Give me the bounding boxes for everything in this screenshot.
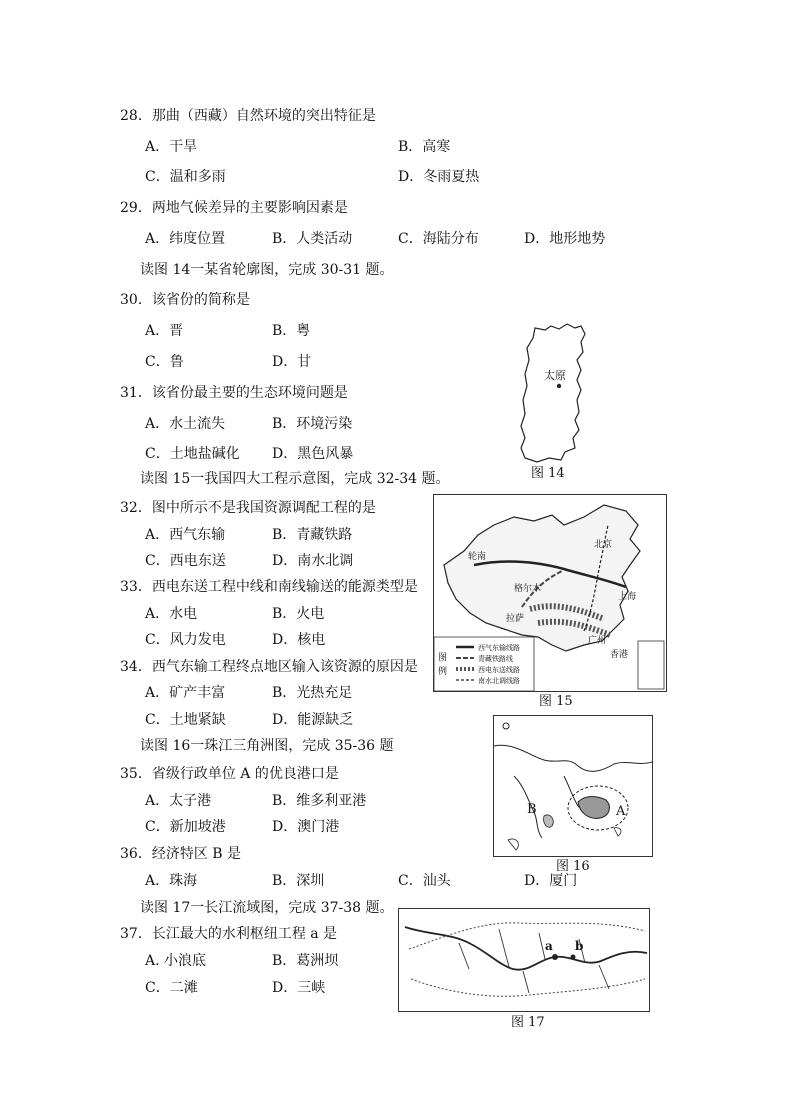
legend-rail: 青藏铁路线 bbox=[478, 655, 513, 663]
figure-14-province-outline-map bbox=[515, 320, 590, 465]
read-fig16-instruction: 读图 16一珠江三角洲图，完成 35-36 题 bbox=[140, 738, 394, 754]
q28-option-d[interactable]: D．冬雨夏热 bbox=[398, 169, 480, 185]
read-fig17-instruction: 读图 17一长江流域图，完成 37-38 题。 bbox=[140, 900, 394, 916]
q29-option-c[interactable]: C．海陆分布 bbox=[398, 231, 479, 247]
q33-option-c[interactable]: C．风力发电 bbox=[145, 632, 226, 648]
q31-option-d[interactable]: D．黑色风暴 bbox=[272, 446, 354, 462]
figure-16-caption: 图 16 bbox=[556, 859, 590, 874]
figure-15-four-projects-map bbox=[433, 494, 667, 692]
coastline-north bbox=[494, 745, 652, 771]
q36-option-c[interactable]: C．汕头 bbox=[398, 873, 451, 889]
q28-option-b[interactable]: B．高寒 bbox=[398, 139, 451, 155]
q32-stem: 32．图中所示不是我国资源调配工程的是 bbox=[120, 500, 376, 516]
q35-option-a[interactable]: A．太子港 bbox=[145, 793, 212, 809]
south-sea-inset bbox=[638, 641, 664, 689]
q32-option-a[interactable]: A．西气东输 bbox=[145, 527, 226, 543]
dam-a-marker bbox=[552, 954, 558, 960]
q29-option-b[interactable]: B．人类活动 bbox=[272, 231, 353, 247]
dam-b-marker bbox=[571, 955, 576, 960]
figure-17-caption: 图 17 bbox=[511, 1015, 545, 1030]
province-border bbox=[521, 324, 585, 462]
place-hongkong: 香港 bbox=[610, 650, 629, 660]
q35-stem: 35．省级行政单位 A 的优良港口是 bbox=[120, 766, 339, 782]
legend-gas: 西气东输线路 bbox=[478, 644, 520, 652]
q28-option-a[interactable]: A．干旱 bbox=[145, 139, 198, 155]
taiyuan-marker bbox=[557, 384, 561, 388]
q28-option-c[interactable]: C．温和多雨 bbox=[145, 169, 226, 185]
yangtze-main-river bbox=[405, 927, 647, 970]
q37-option-b[interactable]: B．葛洲坝 bbox=[272, 953, 339, 969]
q31-stem: 31．该省份最主要的生态环境问题是 bbox=[120, 385, 348, 401]
label-b: b bbox=[575, 939, 584, 953]
label-b: B bbox=[527, 802, 537, 817]
small-islands bbox=[508, 828, 621, 850]
label-a: A bbox=[616, 804, 626, 819]
q35-option-b[interactable]: B．维多利亚港 bbox=[272, 793, 367, 809]
q32-option-b[interactable]: B．青藏铁路 bbox=[272, 527, 353, 543]
q32-option-d[interactable]: D．南水北调 bbox=[272, 553, 354, 569]
compass-mark bbox=[503, 723, 509, 729]
q37-option-d[interactable]: D．三峡 bbox=[272, 980, 326, 996]
q34-option-b[interactable]: B．光热充足 bbox=[272, 685, 353, 701]
q35-option-c[interactable]: C．新加坡港 bbox=[145, 819, 226, 835]
q33-stem: 33．西电东送工程中线和南线输送的能源类型是 bbox=[120, 579, 418, 595]
q34-option-d[interactable]: D．能源缺乏 bbox=[272, 712, 354, 728]
figure-14-caption: 图 14 bbox=[531, 466, 565, 481]
q30-option-c[interactable]: C．鲁 bbox=[145, 354, 184, 370]
figure-16-pearl-river-delta-map bbox=[493, 715, 653, 857]
tributaries bbox=[459, 929, 609, 993]
q34-option-c[interactable]: C．土地紧缺 bbox=[145, 712, 226, 728]
place-guangzhou: 广州 bbox=[588, 636, 607, 646]
q29-option-d[interactable]: D．地形地势 bbox=[524, 231, 606, 247]
china-outline bbox=[444, 505, 640, 651]
legend-power: 西电东送线路 bbox=[478, 666, 520, 674]
place-beijing: 北京 bbox=[594, 540, 613, 550]
q36-stem: 36．经济特区 B 是 bbox=[120, 846, 242, 862]
figure-17-yangtze-basin-map bbox=[398, 908, 650, 1012]
figure-15-caption: 图 15 bbox=[539, 694, 573, 709]
q30-option-d[interactable]: D．甘 bbox=[272, 354, 312, 370]
q30-option-b[interactable]: B．粤 bbox=[272, 323, 311, 339]
q36-option-b[interactable]: B．深圳 bbox=[272, 873, 325, 889]
q36-option-d[interactable]: D．厦门 bbox=[524, 873, 578, 889]
place-shanghai: 上海 bbox=[618, 592, 637, 602]
q33-option-a[interactable]: A．水电 bbox=[145, 606, 198, 622]
place-golmud: 格尔木 bbox=[514, 584, 542, 594]
read-fig14-instruction: 读图 14一某省轮廓图，完成 30-31 题。 bbox=[140, 262, 394, 278]
q29-stem: 29．两地气候差异的主要影响因素是 bbox=[120, 200, 348, 216]
q33-option-d[interactable]: D．核电 bbox=[272, 632, 326, 648]
region-a-island bbox=[578, 797, 609, 819]
q30-option-a[interactable]: A．晋 bbox=[145, 323, 184, 339]
q31-option-c[interactable]: C．土地盐碱化 bbox=[145, 446, 240, 462]
prd-map-svg bbox=[494, 716, 652, 856]
q31-option-a[interactable]: A．水土流失 bbox=[145, 416, 226, 432]
legend-water: 南水北调线路 bbox=[478, 677, 520, 685]
q35-option-d[interactable]: D．澳门港 bbox=[272, 819, 340, 835]
place-lunnan: 轮南 bbox=[468, 552, 487, 562]
region-b-patch bbox=[544, 815, 554, 827]
place-lhasa: 拉萨 bbox=[506, 614, 525, 624]
q37-stem: 37．长江最大的水利枢纽工程 a 是 bbox=[120, 926, 338, 942]
q37-option-c[interactable]: C．二滩 bbox=[145, 980, 198, 996]
q36-option-a[interactable]: A．珠海 bbox=[145, 873, 198, 889]
label-a: a bbox=[545, 939, 553, 953]
yangtze-map-svg bbox=[399, 909, 649, 1011]
province-outline-svg bbox=[515, 320, 590, 465]
taiyuan-label: 太原 bbox=[544, 369, 566, 382]
read-fig15-instruction: 读图 15一我国四大工程示意图，完成 32-34 题。 bbox=[140, 471, 450, 487]
q31-option-b[interactable]: B．环境污染 bbox=[272, 416, 353, 432]
legend-title: 图例 bbox=[438, 653, 448, 677]
q34-stem: 34．西气东输工程终点地区输入该资源的原因是 bbox=[120, 659, 418, 675]
q30-stem: 30．该省份的简称是 bbox=[120, 292, 250, 308]
q29-option-a[interactable]: A．纬度位置 bbox=[145, 231, 226, 247]
q32-option-c[interactable]: C．西电东送 bbox=[145, 553, 226, 569]
q34-option-a[interactable]: A．矿产丰富 bbox=[145, 685, 226, 701]
q28-stem: 28．那曲（西藏）自然环境的突出特征是 bbox=[120, 108, 376, 124]
q37-option-a[interactable]: A. 小浪底 bbox=[145, 953, 207, 969]
q33-option-b[interactable]: B．火电 bbox=[272, 606, 325, 622]
